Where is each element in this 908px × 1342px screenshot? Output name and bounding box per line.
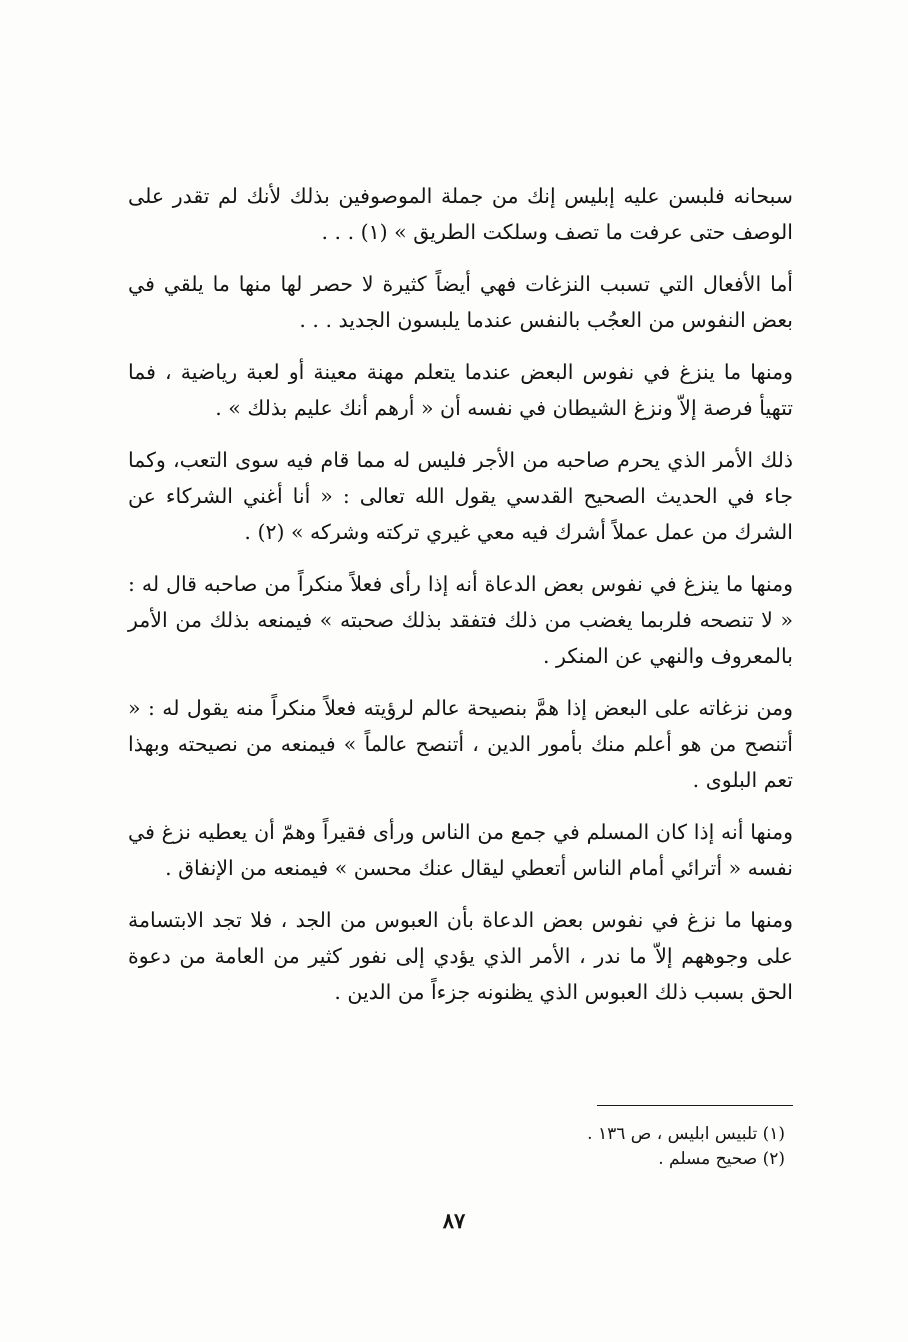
- paragraph-8: ومنها ما نزغ في نفوس بعض الدعاة بأن العبوس من الجد ، فلا تجد الابتسامة على وجوههم إلاّ ما ندر ، الأمر الذي يؤدي إلى نفور كثير من العامة من دعوة الحق بسبب ذلك العبوس الذي يظنونه جزءاً من الدين .: [128, 908, 793, 1004]
- paragraph-4: ذلك الأمر الذي يحرم صاحبه من الأجر فليس له مما قام فيه سوى التعب، وكما جاء في الحديث الصحيح القدسي يقول الله تعالى : « أنا أغني الشركاء عن الشرك من عمل عملاً أشرك فيه معي غيري تركته وشركه » (٢) .: [128, 448, 793, 544]
- footnote-divider: [597, 1105, 793, 1106]
- main-text: [128, 178, 793, 1026]
- paragraph-7: ومنها أنه إذا كان المسلم في جمع من الناس ورأى فقيراً وهمّ أن يعطيه نزغ في نفسه « أترائي أمام الناس أتعطي ليقال عنك محسن » فيمنعه من الإنفاق .: [128, 820, 793, 880]
- paragraph-5: ومنها ما ينزغ في نفوس بعض الدعاة أنه إذا رأى فعلاً منكراً من صاحبه قال له : « لا تنصحه فلربما يغضب من ذلك فتفقد بذلك صحبته » فيمنعه بذلك من الأمر بالمعروف والنهي عن المنكر .: [128, 572, 793, 668]
- footnotes: [400, 1122, 785, 1172]
- paragraph-3: ومنها ما ينزغ في نفوس البعض عندما يتعلم مهنة معينة أو لعبة رياضية ، فما تتهيأ فرصة إلاّ ونزغ الشيطان في نفسه أن « أرهم أنك عليم بذلك » .: [128, 360, 793, 420]
- page-number: ٨٧: [442, 1208, 466, 1233]
- paragraph-2: أما الأفعال التي تسبب النزغات فهي أيضاً كثيرة لا حصر لها منها ما يلقي في بعض النفوس من العجُب بالنفس عندما يلبسون الجديد . . .: [128, 272, 793, 332]
- paragraph-1: سبحانه فلبسن عليه إبليس إنك من جملة الموصوفين بذلك لأنك لم تقدر على الوصف حتى عرفت ما تصف وسلكت الطريق » (١) . . .: [128, 184, 793, 244]
- paragraph-6: ومن نزغاته على البعض إذا همَّ بنصيحة عالم لرؤيته فعلاً منكراً منه يقول له : « أتنصح من هو أعلم منك بأمور الدين ، أتنصح عالماً » فيمنعه من نصيحته وبهذا تعم البلوى .: [128, 696, 793, 792]
- footnote-2: (٢) صحيح مسلم .: [658, 1149, 785, 1169]
- footnote-1: (١) تلبيس ابليس ، ص ١٣٦ .: [587, 1124, 785, 1144]
